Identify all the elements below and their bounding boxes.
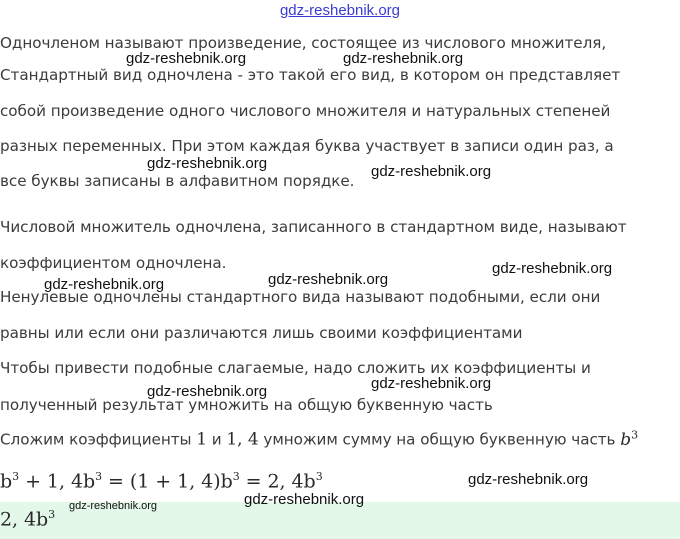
answer-exp: 3 (48, 508, 56, 521)
watermark: gdz-reshebnik.org (44, 276, 165, 293)
watermark: gdz-reshebnik.org (69, 500, 158, 512)
eq-exp-1: 3 (12, 470, 20, 483)
exponent: 3 (631, 428, 639, 441)
eq-part-2: + 1, 4b (19, 470, 96, 493)
solution-text-b: и (207, 430, 227, 449)
eq-part-1: b (0, 470, 13, 493)
coefficient-line-2: коэффициентом одночлена. (0, 254, 227, 272)
watermark: gdz-reshebnik.org (371, 163, 492, 180)
equation (0, 470, 323, 492)
eq-part-3: = (1 + 1, 4)b (102, 470, 233, 493)
answer-value: 2, 4b (0, 508, 49, 531)
watermark: gdz-reshebnik.org (126, 50, 247, 67)
answer (0, 508, 55, 530)
watermark: gdz-reshebnik.org (244, 491, 365, 508)
eq-exp-4: 3 (315, 470, 323, 483)
variable: b (620, 429, 632, 450)
coefficient-2: 1, 4 (226, 429, 259, 450)
definition-line-1: Одночленом называют произведение, состоящее из числового множителя, (0, 34, 607, 52)
watermark: gdz-reshebnik.org (343, 50, 464, 67)
definition-line-5: все буквы записаны в алфавитном порядке. (0, 172, 355, 190)
watermark: gdz-reshebnik.org (147, 383, 268, 400)
watermark: gdz-reshebnik.org (492, 260, 613, 277)
rule-line-1: Чтобы привести подобные слагаемые, надо сложить их коэффициенты и (0, 359, 591, 377)
definition-line-2: Стандартный вид одночлена - это такой его вид, в котором он представляет (0, 66, 621, 84)
eq-exp-3: 3 (232, 470, 240, 483)
solution-text (0, 428, 638, 450)
eq-part-4: = 2, 4b (239, 470, 316, 493)
watermark: gdz-reshebnik.org (268, 271, 389, 288)
solution-text-c: умножим сумму на общую буквенную часть (258, 430, 621, 449)
definition-line-4: разных переменных. При этом каждая буква участвует в записи один раз, а (0, 137, 614, 155)
coefficient-1: 1 (196, 429, 208, 450)
literal-part (620, 430, 638, 450)
rule-line-2: полученный результат умножить на общую буквенную часть (0, 396, 493, 414)
similar-line-2: равны или если они различаются лишь своими коэффициентами (0, 324, 523, 342)
eq-exp-2: 3 (95, 470, 103, 483)
similar-line-1: Ненулевые одночлены стандартного вида называют подобными, если они (0, 288, 601, 306)
watermark: gdz-reshebnik.org (147, 155, 268, 172)
watermark: gdz-reshebnik.org (371, 375, 492, 392)
site-link[interactable]: gdz-reshebnik.org (279, 2, 401, 19)
coefficient-line-1: Числовой множитель одночлена, записанного в стандартном виде, называют (0, 218, 627, 236)
definition-line-3: собой произведение одного числового множителя и натуральных степеней (0, 102, 611, 120)
solution-text-a: Сложим коэффициенты (0, 430, 197, 449)
watermark: gdz-reshebnik.org (468, 471, 589, 488)
